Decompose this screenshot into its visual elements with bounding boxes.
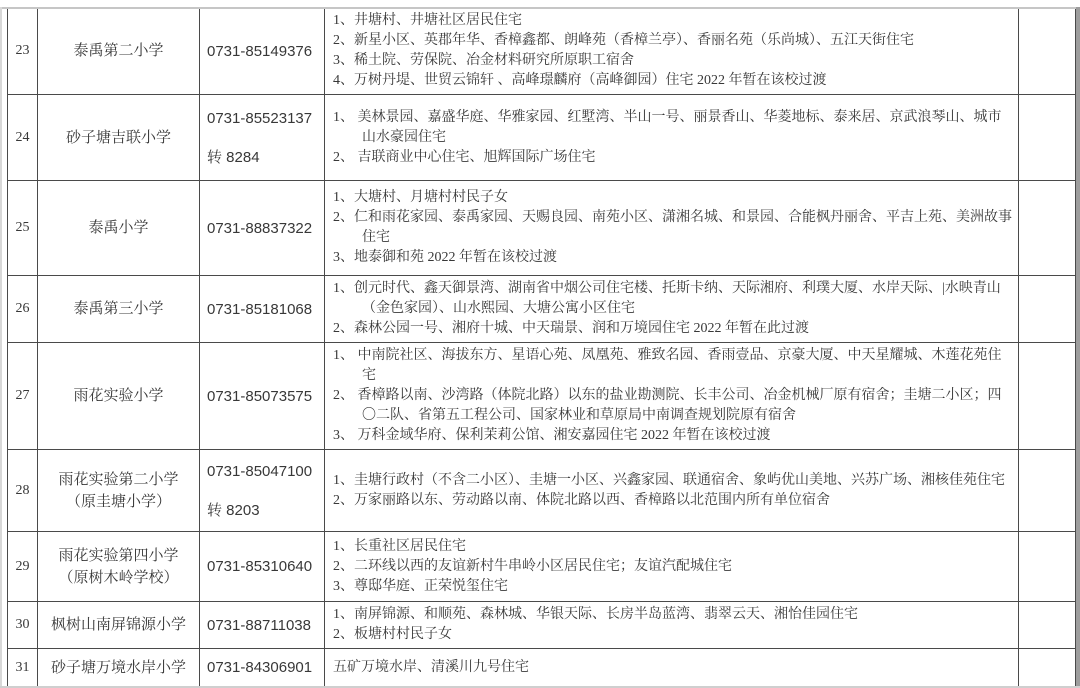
area-item: 1、 中南院社区、海拔东方、星语心苑、凤凰苑、雅致名园、香雨壹品、京豪大厦、中天星耀城、木莲花苑住宅 <box>333 348 1002 383</box>
area-item: 2、仁和雨花家园、泰禹家园、天赐良园、南苑小区、潇湘名城、和景园、合能枫丹丽舍、平吉上苑、美洲故事住宅 <box>333 210 1012 245</box>
page-edge-right <box>1076 7 1080 688</box>
phone-line: 0731-88711038 <box>207 616 311 634</box>
area-item: 1、大塘村、月塘村村民子女 <box>333 190 508 205</box>
phone-cell <box>200 343 325 450</box>
phone-cell <box>200 532 325 602</box>
row-number-cell: 30 <box>8 602 38 649</box>
phone-line: 0731-85047100 <box>207 462 313 480</box>
area-item: 3、稀土院、劳保院、冶金材料研究所原职工宿舍 <box>333 53 634 68</box>
areas-cell <box>325 602 1019 649</box>
table-row <box>8 95 1076 181</box>
school-name-line: 砂子塘万境水岸小学 <box>50 659 186 676</box>
school-name-line: 泰禹第二小学 <box>73 43 164 59</box>
table-body <box>8 8 1076 687</box>
row-number-cell: 31 <box>8 649 38 687</box>
empty-cell <box>1019 8 1076 95</box>
row-number-cell: 27 <box>8 343 38 450</box>
page-edge-top <box>0 7 1080 9</box>
table-row <box>8 181 1076 276</box>
phone-line: 0731-84306901 <box>207 659 313 676</box>
area-item: 3、尊邸华庭、正荣悦玺住宅 <box>333 578 508 594</box>
area-item: 1、 美林景园、嘉盛华庭、华雅家园、红墅湾、半山一号、丽景香山、华菱地标、泰来居、京武浪琴山、城市山水豪园住宅 <box>333 109 1002 145</box>
row-number-cell: 23 <box>8 8 38 95</box>
phone-line: 0731-85149376 <box>207 42 313 60</box>
school-name-cell <box>38 450 200 532</box>
areas-cell <box>325 532 1019 602</box>
document-page <box>0 7 1080 688</box>
area-item: 1、创元时代、鑫天御景湾、湖南省中烟公司住宅楼、托斯卡纳、天际湘府、利璞大厦、水岸天际、|水映青山（金色家园）、山水熙园、大塘公寓小区住宅 <box>333 281 1001 316</box>
area-item: 2、万家丽路以东、劳动路以南、体院北路以西、香樟路以北范围内所有单位宿舍 <box>333 492 830 508</box>
school-name-line: 枫树山南屏锦源小学 <box>50 617 186 633</box>
table-row <box>8 450 1076 532</box>
phone-cell <box>200 8 325 95</box>
school-name-cell <box>38 343 200 450</box>
area-item: 1、圭塘行政村（不含二小区）、圭塘一小区、兴鑫家园、联通宿舍、象屿优山美地、兴苏广场、湘核佳苑住宅 <box>333 472 1005 488</box>
school-district-table <box>7 7 1076 687</box>
row-number-cell: 28 <box>8 450 38 532</box>
empty-cell <box>1019 450 1076 532</box>
phone-line: 0731-85073575 <box>207 387 313 405</box>
school-name-line: （原树木岭学校） <box>58 569 179 586</box>
table-row <box>8 602 1076 649</box>
table-row <box>8 276 1076 343</box>
area-item: 2、森林公园一号、湘府十城、中天瑞景、润和万境园住宅 2022 年暂在此过渡 <box>333 321 809 336</box>
row-number-cell: 29 <box>8 532 38 602</box>
table-row <box>8 8 1076 95</box>
empty-cell <box>1019 276 1076 343</box>
empty-cell <box>1019 602 1076 649</box>
school-name-line: 泰禹小学 <box>88 220 149 236</box>
areas-cell <box>325 450 1019 532</box>
row-number-cell: 26 <box>8 276 38 343</box>
school-name-line: 雨花实验第二小学 <box>58 471 179 488</box>
school-name-cell <box>38 95 200 181</box>
area-item: 3、地泰御和苑 2022 年暂在该校过渡 <box>333 250 557 265</box>
school-name-cell <box>38 8 200 95</box>
phone-line: 0731-85181068 <box>207 300 313 318</box>
row-number-cell: 24 <box>8 95 38 181</box>
phone-line: 转 8284 <box>207 148 260 166</box>
area-item: 2、新星小区、英郡年华、香樟鑫都、朗峰苑（香樟兰亭）、香丽名苑（乐尚城）、五江天街住宅 <box>333 33 914 48</box>
empty-cell <box>1019 343 1076 450</box>
school-name-line: 雨花实验小学 <box>73 388 164 404</box>
school-name-cell <box>38 181 200 276</box>
row-number-cell: 25 <box>8 181 38 276</box>
empty-cell <box>1019 95 1076 181</box>
area-item: 2、二环线以西的友谊新村牛串岭小区居民住宅；友谊汽配城住宅 <box>333 558 732 574</box>
school-name-line: （原圭塘小学） <box>65 493 171 510</box>
school-name-cell <box>38 532 200 602</box>
school-name-cell <box>38 602 200 649</box>
phone-line: 0731-85310640 <box>207 558 313 575</box>
areas-cell <box>325 95 1019 181</box>
area-item: 4、万树丹堤、世贸云锦轩 、高峰璟麟府（高峰御园）住宅 2022 年暂在该校过渡 <box>333 73 827 88</box>
table-row <box>8 343 1076 450</box>
area-item: 1、井塘村、井塘社区居民住宅 <box>333 13 522 28</box>
phone-line: 0731-85523137 <box>207 109 313 127</box>
school-name-cell <box>38 276 200 343</box>
phone-cell <box>200 95 325 181</box>
area-item: 五矿万境水岸、清溪川九号住宅 <box>333 659 529 675</box>
phone-cell <box>200 276 325 343</box>
phone-cell <box>200 181 325 276</box>
area-item: 2、板塘村村民子女 <box>333 627 452 642</box>
phone-cell <box>200 450 325 532</box>
area-item: 3、 万科金域华府、保利茉莉公馆、湘安嘉园住宅 2022 年暂在该校过渡 <box>333 428 771 443</box>
area-item: 2、 吉联商业中心住宅、旭辉国际广场住宅 <box>333 149 596 165</box>
area-item: 2、 香樟路以南、沙湾路（体院北路）以东的盐业勘测院、长丰公司、冶金机械厂原有宿舍；圭塘二小区；四〇二队、省第五工程公司、国家林业和草原局中南调查规划院原有宿舍 <box>333 388 1002 423</box>
phone-cell <box>200 602 325 649</box>
empty-cell <box>1019 181 1076 276</box>
school-name-line: 泰禹第三小学 <box>73 301 164 317</box>
area-item: 1、南屏锦源、和顺苑、森林城、华银天际、长房半岛蓝湾、翡翠云天、湘怡佳园住宅 <box>333 607 858 622</box>
phone-line: 转 8203 <box>207 501 260 519</box>
school-name-line: 雨花实验第四小学 <box>58 547 179 564</box>
page-edge-left <box>0 7 2 688</box>
area-item: 1、长重社区居民住宅 <box>333 538 466 554</box>
areas-cell <box>325 276 1019 343</box>
phone-line: 0731-88837322 <box>207 219 313 237</box>
areas-cell <box>325 343 1019 450</box>
areas-cell <box>325 8 1019 95</box>
areas-cell <box>325 181 1019 276</box>
school-name-line: 砂子塘吉联小学 <box>65 129 171 146</box>
empty-cell <box>1019 532 1076 602</box>
table-row <box>8 532 1076 602</box>
